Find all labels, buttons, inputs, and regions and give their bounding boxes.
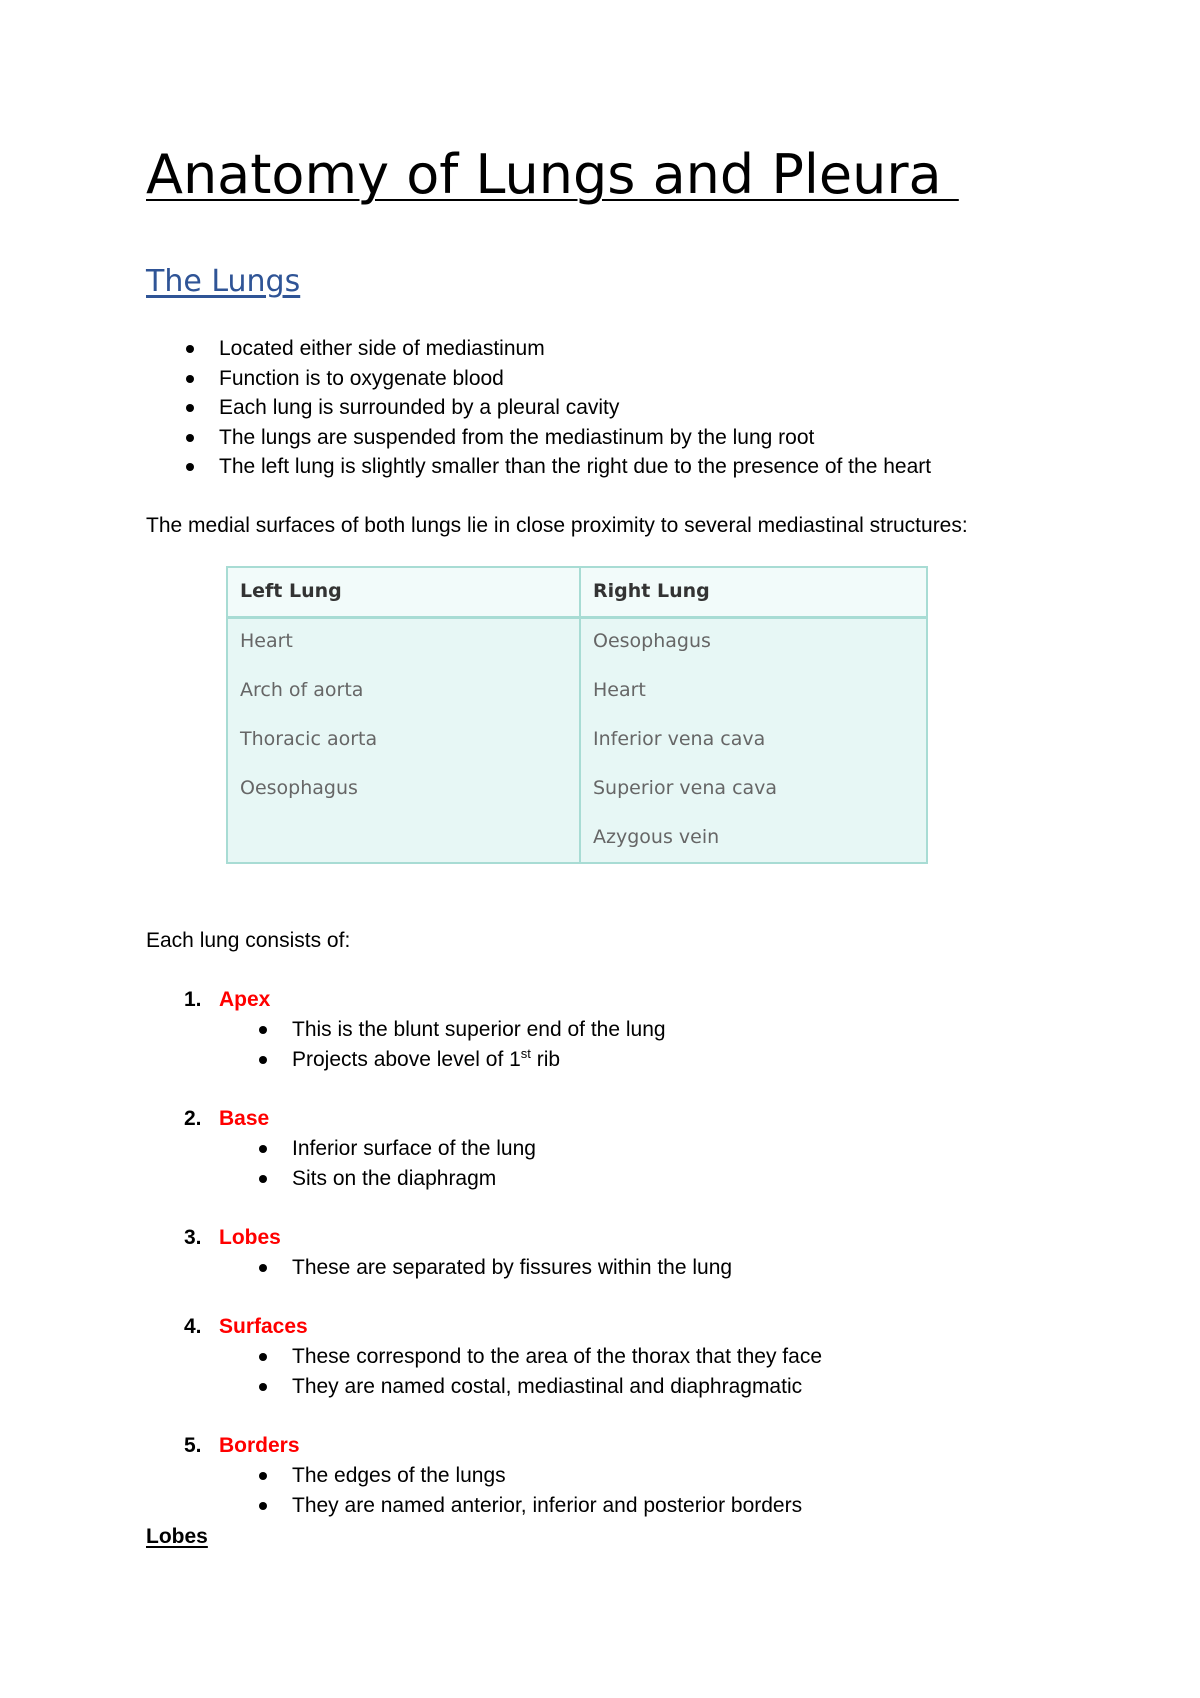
list-item: Function is to oxygenate blood [219,364,931,394]
bullet-icon [259,1056,267,1064]
list-item: The lungs are suspended from the mediastinum by the lung root [219,423,931,453]
bullet-icon [186,434,194,442]
list-number: 5. [184,1434,202,1457]
table-header-left-lung: Left Lung [240,580,342,602]
list-item: Inferior surface of the lung [292,1134,536,1164]
table-cell: Superior vena cava [593,777,778,799]
bullet-icon [259,1353,267,1361]
sub-bullet-list [292,1342,822,1401]
list-number: 3. [184,1226,202,1249]
bullet-icon [186,375,194,383]
part-title: Base [219,1107,270,1130]
medial-surfaces-paragraph: The medial surfaces of both lungs lie in close proximity to several mediastinal structures: [146,514,968,537]
table-cell: Inferior vena cava [593,728,766,750]
sub-bullet-list [292,1015,666,1074]
bullet-icon [186,345,194,353]
list-item: Projects above level of 1st rib [292,1045,666,1075]
consists-intro-paragraph: Each lung consists of: [146,929,351,952]
intro-bullet-list [219,334,931,482]
sub-bullet-list [292,1253,732,1283]
bullet-icon [186,463,194,471]
list-item: Located either side of mediastinum [219,334,931,364]
list-item: Sits on the diaphragm [292,1164,536,1194]
list-number: 2. [184,1107,202,1130]
list-item: These correspond to the area of the thorax that they face [292,1342,822,1372]
sub-bullet-list [292,1134,536,1193]
section-heading-the-lungs: The Lungs [146,264,301,299]
table-cell: Oesophagus [593,630,711,652]
table-header-right-lung: Right Lung [593,580,710,602]
list-item: These are separated by fissures within the lung [292,1253,732,1283]
lobes-heading: Lobes [146,1525,208,1548]
part-title: Borders [219,1434,300,1457]
table-column-divider [579,568,581,862]
table-cell: Thoracic aorta [240,728,378,750]
bullet-icon [259,1264,267,1272]
part-title: Apex [219,988,271,1011]
list-item: This is the blunt superior end of the lung [292,1015,666,1045]
part-title: Lobes [219,1226,281,1249]
list-number: 1. [184,988,202,1011]
part-title: Surfaces [219,1315,308,1338]
table-cell: Arch of aorta [240,679,364,701]
mediastinal-structures-table [226,566,928,864]
list-number: 4. [184,1315,202,1338]
list-item: The left lung is slightly smaller than the right due to the presence of the heart [219,452,931,482]
bullet-icon [259,1145,267,1153]
bullet-icon [259,1472,267,1480]
table-cell: Heart [240,630,293,652]
list-item: Each lung is surrounded by a pleural cavity [219,393,931,423]
bullet-icon [259,1502,267,1510]
table-cell: Azygous vein [593,826,720,848]
table-header-row [228,568,926,619]
table-cell: Heart [593,679,646,701]
list-item: The edges of the lungs [292,1461,802,1491]
document-title: Anatomy of Lungs and Pleura [146,143,959,206]
sub-bullet-list [292,1461,802,1520]
list-item: They are named anterior, inferior and posterior borders [292,1491,802,1521]
bullet-icon [186,404,194,412]
bullet-icon [259,1175,267,1183]
list-item: They are named costal, mediastinal and diaphragmatic [292,1372,822,1402]
table-cell: Oesophagus [240,777,358,799]
bullet-icon [259,1383,267,1391]
superscript: st [520,1045,531,1061]
bullet-icon [259,1026,267,1034]
